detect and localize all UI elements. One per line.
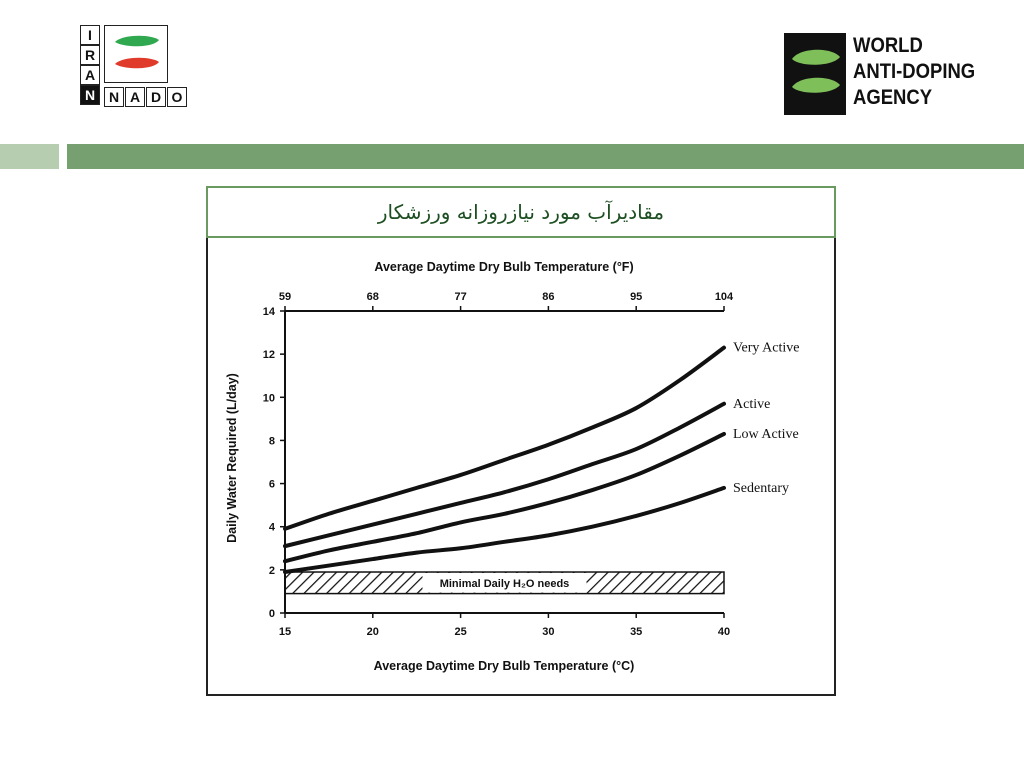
x-tick-label: 40 (717, 626, 731, 638)
top-axis (279, 291, 734, 311)
logo-letter: R (80, 45, 100, 65)
wada-line: ANTI-DOPING (853, 60, 976, 83)
series-label: Sedentary (733, 480, 789, 496)
y-tick-label: 14 (262, 306, 275, 318)
top-axis-tick-label: 104 (714, 291, 734, 303)
slide-title: مقادیرآب مورد نیازروزانه ورزشکار (377, 200, 665, 224)
slide-title-box (206, 186, 836, 238)
series-label: Very Active (733, 340, 800, 356)
wada-wordmark (853, 33, 1013, 111)
series-label: Low Active (733, 426, 799, 442)
header-band (67, 144, 1024, 169)
top-axis-title: Average Daytime Dry Bulb Temperature (°F) (374, 260, 634, 274)
iran-nado-logo (80, 25, 183, 105)
y-tick-label: 2 (268, 564, 275, 577)
x-tick-label: 30 (542, 626, 555, 638)
wada-line: WORLD (853, 34, 923, 57)
flag-icon (104, 25, 168, 83)
y-tick-label: 8 (268, 435, 275, 448)
y-tick-label: 6 (268, 478, 275, 491)
top-axis-tick-label: 95 (630, 291, 643, 303)
x-axis-title: Average Daytime Dry Bulb Temperature (°C) (373, 659, 635, 673)
left-axis (263, 306, 285, 620)
nado-letters-horizontal (104, 87, 188, 107)
header-band-accent (0, 144, 59, 169)
y-tick-label: 4 (268, 521, 275, 534)
wada-line: AGENCY (853, 86, 933, 109)
top-axis-tick-label: 86 (542, 291, 555, 303)
y-axis-title: Daily Water Required (L/day) (225, 373, 239, 543)
logo-letter: A (125, 87, 145, 107)
minimal-needs-bar (285, 572, 724, 594)
series-label: Active (733, 396, 771, 412)
x-tick-label: 25 (454, 626, 467, 638)
logo-letter: D (146, 87, 166, 107)
water-requirement-chart (206, 238, 836, 696)
series-line (285, 404, 724, 546)
x-tick-label: 35 (630, 626, 643, 638)
logo-letter: N (104, 87, 124, 107)
series-labels (733, 341, 799, 496)
series-lines (285, 348, 724, 572)
y-tick-label: 12 (262, 349, 275, 362)
y-tick-label: 0 (268, 608, 275, 620)
logo-letter: N (80, 85, 100, 105)
top-axis-tick-label: 59 (278, 291, 292, 303)
x-tick-label: 15 (278, 626, 292, 638)
logo-letter: O (167, 87, 187, 107)
hatch-bar-label: Minimal Daily H₂O needs (439, 577, 570, 590)
x-tick-label: 20 (366, 626, 379, 638)
bottom-axis (279, 613, 730, 638)
logo-letter: A (80, 65, 100, 85)
top-axis-tick-label: 77 (454, 291, 467, 303)
leaf-icon (784, 33, 846, 115)
logo-letter: I (80, 25, 100, 45)
y-tick-label: 10 (262, 392, 275, 405)
top-axis-tick-label: 68 (366, 291, 379, 303)
